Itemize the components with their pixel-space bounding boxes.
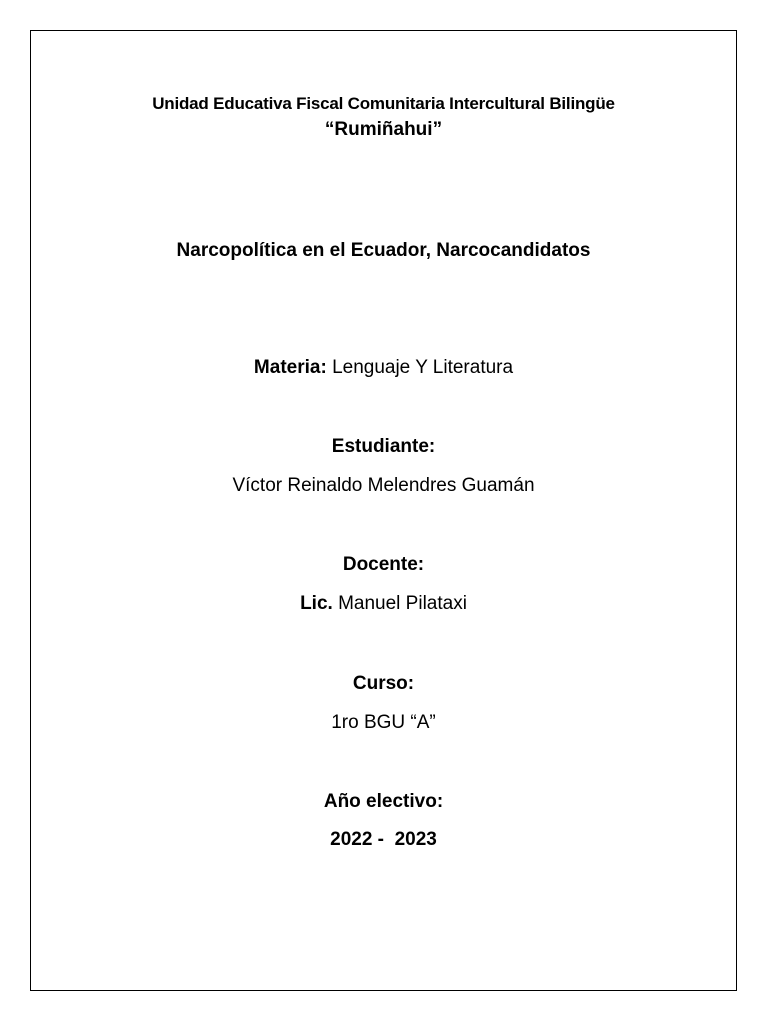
docente-prefix: Lic.	[300, 593, 333, 614]
curso-value: 1ro BGU “A”	[331, 712, 436, 733]
materia-line	[31, 358, 736, 377]
docente-value: Manuel Pilataxi	[338, 593, 467, 614]
estudiante-label: Estudiante:	[331, 436, 436, 457]
docente-line	[31, 594, 736, 613]
ano-electivo-value: 2022 - 2023	[330, 829, 437, 850]
page-border	[30, 30, 737, 991]
curso-label: Curso:	[352, 673, 415, 694]
materia-label: Materia:	[253, 357, 327, 378]
school-name: Unidad Educativa Fiscal Comunitaria Intercultural Bilingüe	[152, 94, 615, 113]
document-title: Narcopolítica en el Ecuador, Narcocandidatos	[176, 240, 591, 261]
school-quote: “Rumiñahui”	[324, 119, 443, 140]
materia-value: Lenguaje Y Literatura	[332, 357, 514, 378]
estudiante-value: Víctor Reinaldo Melendres Guamán	[232, 475, 535, 496]
docente-label: Docente:	[342, 554, 425, 575]
ano-electivo-label: Año electivo:	[323, 791, 444, 812]
